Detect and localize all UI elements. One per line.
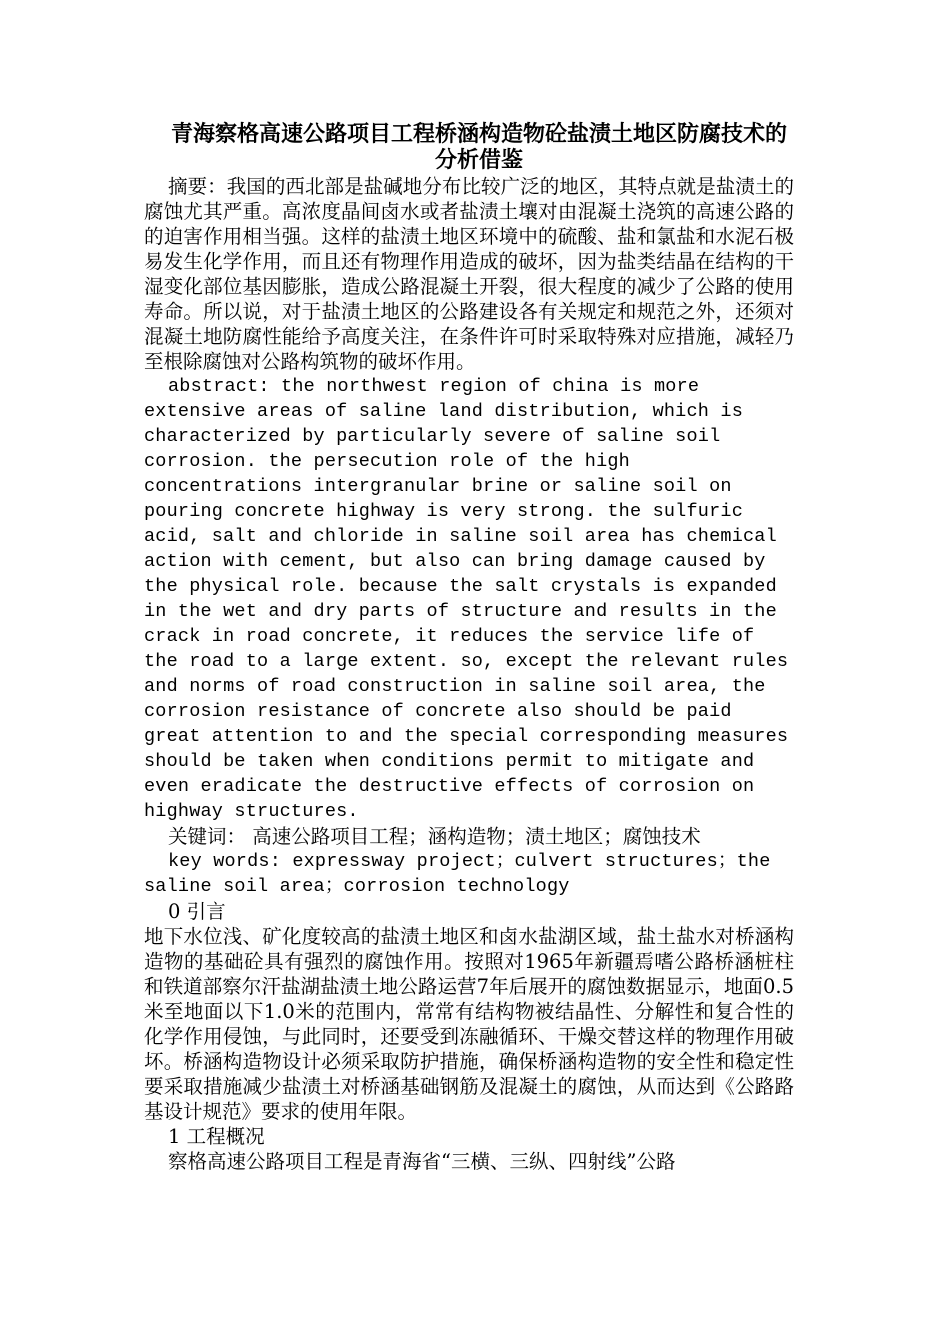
section-0-body: 地下水位浅、矿化度较高的盐渍土地区和卤水盐湖区域，盐土盐水对桥涵构造物的基础砼具有强烈的腐蚀作用。按照对1965年新疆焉嗜公路桥涵桩柱和铁道部察尔汗盐湖盐渍土地公路运营7年后展开的腐蚀数据显示，地面0.5米至地面以下1.0米的范围内，常常有结构物被结晶性、分解性和复合性的化学作用侵蚀，与此同时，还要受到冻融循环、干燥交替这样的物理作用破坏。桥涵构造物设计必须采取防护措施，确保桥涵构造物的安全性和稳定性要采取措施减少盐渍土对桥涵基础钢筋及混凝土的腐蚀，从而达到《公路路基设计规范》要求的使用年限。 [144, 925, 794, 1123]
section-1-body: 察格高速公路项目工程是青海省“三横、三纵、四射线”公路 [168, 1150, 676, 1173]
document-title: 青海察格高速公路项目工程桥涵构造物砼盐渍土地区防腐技术的分析借鉴 [170, 122, 787, 173]
document-page [144, 122, 794, 1174]
section-1-heading: 1 工程概况 [168, 1125, 265, 1148]
keywords-en: key words: expressway project；culvert structures；the saline soil area；corrosion technology [144, 851, 771, 897]
abstract-cn: 摘要：我国的西北部是盐碱地分布比较广泛的地区，其特点就是盐渍土的腐蚀尤其严重。高浓度晶间卤水或者盐渍土壤对由混凝土浇筑的高速公路的的迫害作用相当强。这样的盐渍土地区环境中的硫酸、盐和氯盐和水泥石极易发生化学作用，而且还有物理作用造成的破坏，因为盐类结晶在结构的干湿变化部位基因膨胀，造成公路混凝土开裂，很大程度的减少了公路的使用寿命。所以说，对于盐渍土地区的公路建设各有关规定和规范之外，还须对混凝土地防腐性能给予高度关注，在条件许可时采取特殊对应措施，减轻乃至根除腐蚀对公路构筑物的破坏作用。 [144, 175, 794, 373]
keywords-cn: 关键词： 高速公路项目工程；涵构造物；渍土地区；腐蚀技术 [168, 825, 701, 848]
abstract-en: abstract: the northwest region of china is more extensive areas of saline land distribution, which is characterized by particularly severe of saline soil corrosion. the persecution role of the high concentrations intergranular brine or saline soil on pouring concrete highway is very strong. the sulfuric acid, salt and chloride in saline soil area has chemical action with cement, but also can bring damage caused by the physical role. because the salt crystals is expanded in the wet and dry parts of structure and results in the crack in road concrete, it reduces the service life of the road to a large extent. so, except the relevant rules and norms of road construction in saline soil area, the corrosion resistance of concrete also should be paid great attention to and the special corresponding measures should be taken when conditions permit to mitigate and even eradicate the destructive effects of corrosion on highway structures. [144, 376, 789, 822]
section-0-heading: 0 引言 [168, 900, 226, 923]
